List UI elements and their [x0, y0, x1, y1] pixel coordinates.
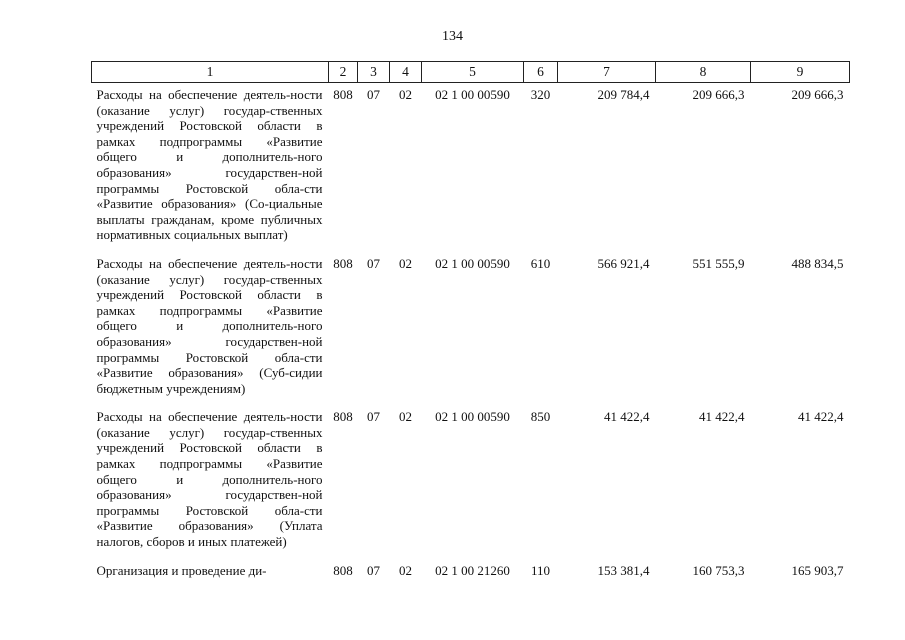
row-description: Расходы на обеспечение деятель-ности (оказание услуг) государ-ственных учреждений Ростовской области в рамках подпрограммы «Развитие общего и дополнитель-ного образования» государствен-ной программы Ростовской обла-сти «Развитие образования» (Суб-сидии бюджетным учреждениям)	[96, 255, 323, 396]
cell-subsection: 02	[399, 255, 412, 271]
cell-target-article: 02 1 00 00590	[435, 87, 510, 102]
cell-target-article: 02 1 00 21260	[435, 562, 510, 578]
column-header-6: 6	[524, 62, 558, 83]
cell-amount-col8: 551 555,9	[692, 255, 745, 271]
cell-target-article: 02 1 00 00590	[435, 409, 510, 425]
cell-section: 07	[367, 409, 380, 425]
cell-expense-type: 110	[530, 562, 551, 578]
column-header-9: 9	[751, 62, 850, 83]
cell-subsection: 02	[399, 409, 412, 425]
table-container	[91, 61, 851, 606]
cell-amount-col7: 41 422,4	[604, 409, 650, 425]
cell-amount-col9: 488 834,5	[791, 255, 844, 271]
cell-subsection: 02	[399, 87, 412, 102]
cell-expense-type: 320	[530, 87, 551, 102]
column-header-8: 8	[656, 62, 751, 83]
table-row	[92, 405, 850, 558]
column-header-7: 7	[558, 62, 656, 83]
row-description: Расходы на обеспечение деятель-ности (оказание услуг) государ-ственных учреждений Ростовской области в рамках подпрограммы «Развитие общего и дополнитель-ного образования» государствен-ной программы Ростовской обла-сти «Развитие образования» (Со-циальные выплаты гражданам, кроме публичных нормативных социальных выплат)	[96, 87, 323, 243]
column-header-5: 5	[422, 62, 524, 83]
cell-ministry-code: 808	[333, 87, 353, 102]
cell-ministry-code: 808	[333, 255, 353, 271]
cell-section: 07	[367, 87, 380, 102]
row-description: Организация и проведение ди-	[96, 562, 267, 578]
cell-amount-col9: 165 903,7	[791, 562, 844, 578]
cell-amount-col7: 566 921,4	[597, 255, 650, 271]
header-row	[92, 62, 850, 83]
cell-amount-col7: 209 784,4	[597, 87, 650, 102]
cell-amount-col8: 41 422,4	[699, 409, 745, 425]
cell-subsection: 02	[399, 562, 412, 578]
budget-table	[91, 61, 850, 578]
cell-section: 07	[367, 562, 380, 578]
column-header-1: 1	[92, 62, 329, 83]
cell-expense-type: 850	[530, 409, 551, 425]
row-description: Расходы на обеспечение деятель-ности (оказание услуг) государ-ственных учреждений Ростовской области в рамках подпрограммы «Развитие общего и дополнитель-ного образования» государствен-ной программы Ростовской обла-сти «Развитие образования» (Уплата налогов, сборов и иных платежей)	[96, 409, 323, 550]
cell-amount-col8: 160 753,3	[692, 562, 745, 578]
cell-target-article: 02 1 00 00590	[435, 255, 510, 271]
table-row	[92, 252, 850, 405]
page-number: 134	[442, 29, 463, 44]
cell-amount-col8: 209 666,3	[692, 87, 745, 102]
column-header-4: 4	[390, 62, 422, 83]
cell-ministry-code: 808	[333, 409, 353, 425]
column-header-3: 3	[358, 62, 390, 83]
cell-section: 07	[367, 255, 380, 271]
cell-amount-col9: 209 666,3	[791, 87, 844, 102]
table-row	[92, 83, 850, 252]
cell-expense-type: 610	[530, 255, 551, 271]
cell-amount-col9: 41 422,4	[798, 409, 844, 425]
cell-amount-col7: 153 381,4	[597, 562, 650, 578]
cell-ministry-code: 808	[333, 562, 353, 578]
column-header-2: 2	[329, 62, 358, 83]
table-row	[92, 559, 850, 579]
